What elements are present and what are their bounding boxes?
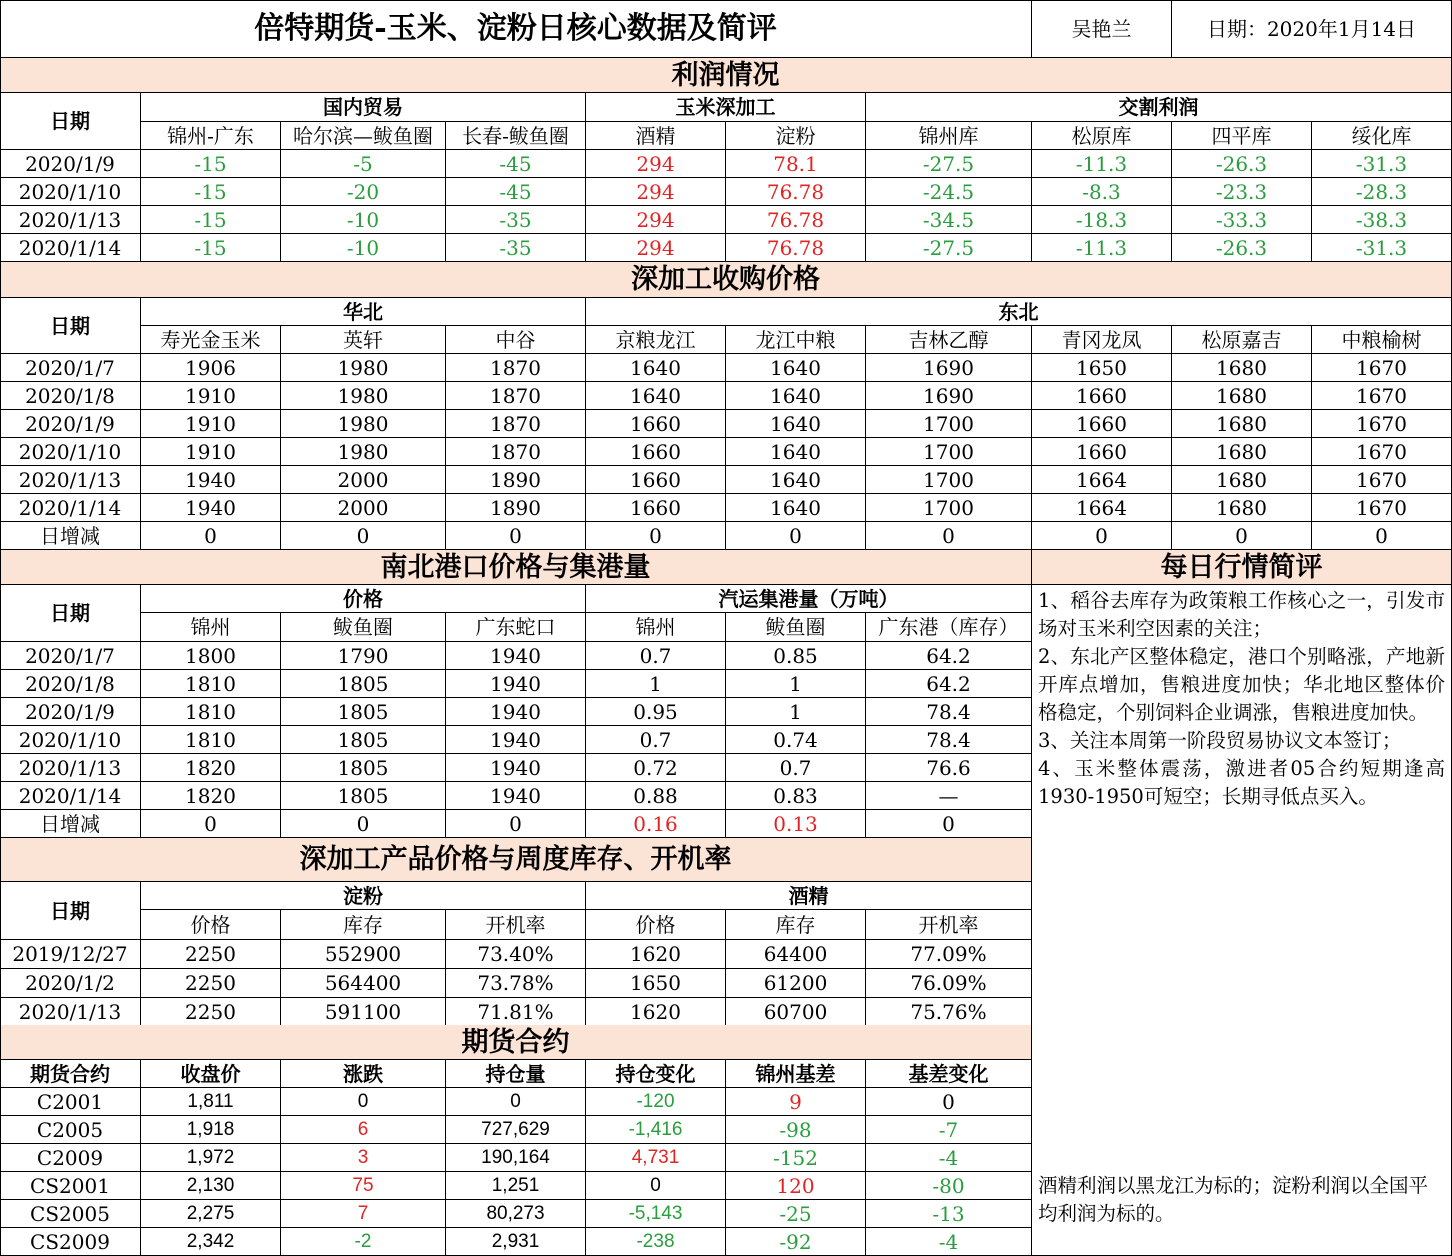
value-cell: 1640 — [726, 438, 866, 466]
contract-code: C2001 — [0, 1088, 141, 1116]
value-cell: 0.83 — [726, 782, 866, 810]
value-cell: -24.5 — [866, 178, 1032, 206]
value-cell: 1670 — [1312, 494, 1452, 522]
value-cell: 0.7 — [586, 642, 726, 670]
row-date: 2020/1/8 — [0, 670, 141, 698]
value-cell: 1660 — [1032, 410, 1172, 438]
value-cell: 1650 — [586, 969, 726, 998]
contract-code: CS2001 — [0, 1172, 141, 1200]
value-cell: 727,629 — [446, 1116, 586, 1144]
value-cell: 0 — [141, 522, 281, 550]
value-cell: -15 — [141, 178, 281, 206]
commentary-paragraph: 2、东北产区整体稳定，港口个别略涨，产地新开库点增加，售粮进度加快；华北地区整体价格稳定，个别饲料企业调涨，售粮进度加快。 — [1038, 645, 1445, 724]
column-header: 锦州-广东 — [141, 122, 281, 150]
section-title-products: 深加工产品价格与周度库存、开机率 — [0, 838, 1032, 882]
value-cell: 1805 — [281, 754, 446, 782]
value-cell: -15 — [141, 206, 281, 234]
value-cell: -15 — [141, 234, 281, 262]
row-date: 2020/1/10 — [0, 726, 141, 754]
value-cell: 73.78% — [446, 969, 586, 998]
row-date: 2020/1/8 — [0, 382, 141, 410]
value-cell: 1810 — [141, 726, 281, 754]
value-cell: 2,275 — [141, 1200, 281, 1228]
value-cell: -27.5 — [866, 150, 1032, 178]
futures-column-header: 基差变化 — [866, 1060, 1032, 1088]
author-name: 吴艳兰 — [1032, 0, 1172, 58]
value-cell: -28.3 — [1312, 178, 1452, 206]
column-header: 松原嘉吉 — [1172, 326, 1312, 354]
date-column-header: 日期 — [0, 882, 141, 940]
value-cell: 1940 — [141, 466, 281, 494]
value-cell: 1690 — [866, 382, 1032, 410]
date-column-header: 日期 — [0, 585, 141, 642]
value-cell: 2,342 — [141, 1228, 281, 1256]
column-header: 酒精 — [586, 122, 726, 150]
row-date: 2020/1/10 — [0, 178, 141, 206]
commentary-paragraph: 3、关注本周第一阶段贸易协议文本签订； — [1038, 729, 1402, 752]
value-cell: -25 — [726, 1200, 866, 1228]
value-cell: 1940 — [446, 698, 586, 726]
row-date: 2020/1/13 — [0, 206, 141, 234]
row-date: 日增减 — [0, 522, 141, 550]
row-date: 2020/1/14 — [0, 782, 141, 810]
value-cell: 1680 — [1172, 382, 1312, 410]
value-cell: -45 — [446, 178, 586, 206]
value-cell: -13 — [866, 1200, 1032, 1228]
value-cell: 1,811 — [141, 1088, 281, 1116]
value-cell: 294 — [586, 234, 726, 262]
value-cell: 71.81% — [446, 998, 586, 1027]
value-cell: 1680 — [1172, 466, 1312, 494]
column-header: 价格 — [586, 910, 726, 940]
column-header: 长春-鲅鱼圈 — [446, 122, 586, 150]
value-cell: 0 — [866, 1088, 1032, 1116]
value-cell: -4 — [866, 1228, 1032, 1256]
row-date: 2020/1/10 — [0, 438, 141, 466]
futures-column-header: 涨跌 — [281, 1060, 446, 1088]
value-cell: 0.7 — [586, 726, 726, 754]
section-title-commentary: 每日行情简评 — [1032, 550, 1452, 585]
date-column-header: 日期 — [0, 298, 141, 354]
value-cell: 1940 — [446, 754, 586, 782]
value-cell: 1940 — [446, 642, 586, 670]
value-cell: 1810 — [141, 670, 281, 698]
column-header: 开机率 — [866, 910, 1032, 940]
value-cell: 2250 — [141, 998, 281, 1027]
value-cell: 1670 — [1312, 466, 1452, 494]
value-cell: -1,416 — [586, 1116, 726, 1144]
contract-code: C2005 — [0, 1116, 141, 1144]
value-cell: 60700 — [726, 998, 866, 1027]
value-cell: 1664 — [1032, 494, 1172, 522]
value-cell: 294 — [586, 206, 726, 234]
value-cell: 1670 — [1312, 438, 1452, 466]
value-cell: 1805 — [281, 782, 446, 810]
column-header: 中谷 — [446, 326, 586, 354]
value-cell: 1700 — [866, 466, 1032, 494]
row-date: 2020/1/7 — [0, 642, 141, 670]
column-header: 哈尔滨—鲅鱼圈 — [281, 122, 446, 150]
row-date: 2020/1/14 — [0, 494, 141, 522]
value-cell: 0 — [446, 1088, 586, 1116]
value-cell: 1670 — [1312, 410, 1452, 438]
value-cell: -11.3 — [1032, 234, 1172, 262]
value-cell: 1980 — [281, 382, 446, 410]
row-date: 2020/1/7 — [0, 354, 141, 382]
value-cell: -92 — [726, 1228, 866, 1256]
value-cell: -4 — [866, 1144, 1032, 1172]
value-cell: 1660 — [586, 494, 726, 522]
value-cell: 7 — [281, 1200, 446, 1228]
column-header: 鲅鱼圈 — [726, 613, 866, 642]
value-cell: 1820 — [141, 754, 281, 782]
value-cell: 0.85 — [726, 642, 866, 670]
value-cell: 1910 — [141, 438, 281, 466]
value-cell: -26.3 — [1172, 234, 1312, 262]
value-cell: 1620 — [586, 940, 726, 969]
value-cell: -20 — [281, 178, 446, 206]
value-cell: -45 — [446, 150, 586, 178]
value-cell: 0 — [281, 522, 446, 550]
column-header: 库存 — [281, 910, 446, 940]
column-header: 寿光金玉米 — [141, 326, 281, 354]
value-cell: 1640 — [586, 382, 726, 410]
group-header-north-china: 华北 — [141, 298, 586, 326]
group-header-port-volume: 汽运集港量（万吨） — [586, 585, 1032, 613]
column-header: 广东港（库存） — [866, 613, 1032, 642]
value-cell: 78.4 — [866, 698, 1032, 726]
group-header-deep-processing: 玉米深加工 — [586, 93, 866, 122]
value-cell: 1820 — [141, 782, 281, 810]
value-cell: 1690 — [866, 354, 1032, 382]
row-date: 2020/1/2 — [0, 969, 141, 998]
value-cell: 1910 — [141, 382, 281, 410]
column-header: 青冈龙凤 — [1032, 326, 1172, 354]
column-header: 鲅鱼圈 — [281, 613, 446, 642]
value-cell: 1 — [726, 670, 866, 698]
value-cell: 1790 — [281, 642, 446, 670]
value-cell: 294 — [586, 178, 726, 206]
column-header: 锦州 — [141, 613, 281, 642]
report-date: 日期：2020年1月14日 — [1172, 0, 1452, 58]
value-cell: 294 — [586, 150, 726, 178]
value-cell: 0.88 — [586, 782, 726, 810]
futures-column-header: 收盘价 — [141, 1060, 281, 1088]
value-cell: 75.76% — [866, 998, 1032, 1027]
value-cell: 120 — [726, 1172, 866, 1200]
value-cell: 2,130 — [141, 1172, 281, 1200]
commentary-paragraph: 4、玉米整体震荡，激进者05合约短期逢高1930-1950可短空；长期寻低点买入。 — [1038, 757, 1445, 808]
value-cell: 1940 — [446, 726, 586, 754]
value-cell: 0.72 — [586, 754, 726, 782]
value-cell: 76.6 — [866, 754, 1032, 782]
value-cell: 3 — [281, 1144, 446, 1172]
value-cell: 1680 — [1172, 410, 1312, 438]
value-cell: 0 — [281, 810, 446, 838]
column-header: 广东蛇口 — [446, 613, 586, 642]
value-cell: 1800 — [141, 642, 281, 670]
value-cell: 1640 — [726, 410, 866, 438]
column-header: 库存 — [726, 910, 866, 940]
group-header-domestic-trade: 国内贸易 — [141, 93, 586, 122]
value-cell: -152 — [726, 1144, 866, 1172]
value-cell: -15 — [141, 150, 281, 178]
value-cell: 61200 — [726, 969, 866, 998]
row-date: 2020/1/9 — [0, 410, 141, 438]
row-date: 日增减 — [0, 810, 141, 838]
value-cell: 1 — [726, 698, 866, 726]
value-cell: 0 — [726, 522, 866, 550]
value-cell: 2000 — [281, 466, 446, 494]
value-cell: 564400 — [281, 969, 446, 998]
value-cell: 0 — [866, 810, 1032, 838]
value-cell: 1660 — [586, 438, 726, 466]
value-cell: 1 — [586, 670, 726, 698]
value-cell: 1640 — [726, 466, 866, 494]
value-cell: 0.74 — [726, 726, 866, 754]
value-cell: 76.78 — [726, 234, 866, 262]
date-column-header: 日期 — [0, 93, 141, 150]
column-header: 中粮榆树 — [1312, 326, 1452, 354]
row-date: 2020/1/14 — [0, 234, 141, 262]
row-date: 2020/1/9 — [0, 698, 141, 726]
value-cell: 0 — [866, 522, 1032, 550]
futures-column-header: 持仓量 — [446, 1060, 586, 1088]
row-date: 2020/1/13 — [0, 754, 141, 782]
value-cell: 1680 — [1172, 438, 1312, 466]
value-cell: 1700 — [866, 410, 1032, 438]
row-date: 2019/12/27 — [0, 940, 141, 969]
value-cell: 1906 — [141, 354, 281, 382]
value-cell: 1870 — [446, 382, 586, 410]
value-cell: 76.78 — [726, 178, 866, 206]
value-cell: 0 — [281, 1088, 446, 1116]
section-title-purchase: 深加工收购价格 — [0, 262, 1452, 298]
value-cell: 1640 — [726, 494, 866, 522]
value-cell: 1700 — [866, 494, 1032, 522]
value-cell: 0.13 — [726, 810, 866, 838]
value-cell: 0 — [141, 810, 281, 838]
value-cell: 2250 — [141, 940, 281, 969]
value-cell: -35 — [446, 206, 586, 234]
value-cell: 4,731 — [586, 1144, 726, 1172]
value-cell: 0.95 — [586, 698, 726, 726]
value-cell: 1640 — [586, 354, 726, 382]
group-header-alcohol: 酒精 — [586, 882, 1032, 910]
value-cell: 0 — [446, 522, 586, 550]
value-cell: 0.16 — [586, 810, 726, 838]
value-cell: 1870 — [446, 354, 586, 382]
value-cell: 1940 — [446, 670, 586, 698]
value-cell: 1700 — [866, 438, 1032, 466]
commentary-text — [1032, 585, 1452, 1172]
commentary-paragraph: 1、稻谷去库存为政策粮工作核心之一，引发市场对玉米利空因素的关注； — [1038, 589, 1445, 640]
value-cell: 76.78 — [726, 206, 866, 234]
value-cell: 1680 — [1172, 494, 1312, 522]
column-header: 锦州 — [586, 613, 726, 642]
value-cell: 1980 — [281, 410, 446, 438]
value-cell: -31.3 — [1312, 234, 1452, 262]
value-cell: -26.3 — [1172, 150, 1312, 178]
value-cell: 1620 — [586, 998, 726, 1027]
value-cell: 1660 — [586, 466, 726, 494]
value-cell: -18.3 — [1032, 206, 1172, 234]
value-cell: 0.7 — [726, 754, 866, 782]
value-cell: 0 — [1032, 522, 1172, 550]
value-cell: 1805 — [281, 670, 446, 698]
contract-code: CS2009 — [0, 1228, 141, 1256]
column-header: 吉林乙醇 — [866, 326, 1032, 354]
section-title-port: 南北港口价格与集港量 — [0, 550, 1032, 585]
value-cell: -5,143 — [586, 1200, 726, 1228]
column-header: 绥化库 — [1312, 122, 1452, 150]
value-cell: -8.3 — [1032, 178, 1172, 206]
value-cell: -23.3 — [1172, 178, 1312, 206]
value-cell: 0 — [446, 810, 586, 838]
column-header: 英轩 — [281, 326, 446, 354]
value-cell: -10 — [281, 234, 446, 262]
value-cell: -2 — [281, 1228, 446, 1256]
value-cell: 1980 — [281, 354, 446, 382]
value-cell: 1664 — [1032, 466, 1172, 494]
value-cell: 1805 — [281, 726, 446, 754]
value-cell: 64.2 — [866, 670, 1032, 698]
value-cell: 1870 — [446, 438, 586, 466]
contract-code: C2009 — [0, 1144, 141, 1172]
value-cell: 0 — [1172, 522, 1312, 550]
value-cell: 1640 — [726, 354, 866, 382]
value-cell: 1890 — [446, 494, 586, 522]
value-cell: 1,972 — [141, 1144, 281, 1172]
value-cell: 1940 — [141, 494, 281, 522]
value-cell: -120 — [586, 1088, 726, 1116]
group-header-starch: 淀粉 — [141, 882, 586, 910]
value-cell: 6 — [281, 1116, 446, 1144]
value-cell: 2,931 — [446, 1228, 586, 1256]
value-cell: -35 — [446, 234, 586, 262]
value-cell: 1680 — [1172, 354, 1312, 382]
value-cell: 591100 — [281, 998, 446, 1027]
section-title-profit: 利润情况 — [0, 58, 1452, 93]
value-cell: 1,251 — [446, 1172, 586, 1200]
value-cell: 77.09% — [866, 940, 1032, 969]
value-cell: 1940 — [446, 782, 586, 810]
column-header: 四平库 — [1172, 122, 1312, 150]
row-date: 2020/1/13 — [0, 998, 141, 1027]
group-header-price: 价格 — [141, 585, 586, 613]
value-cell: 1650 — [1032, 354, 1172, 382]
group-header-northeast: 东北 — [586, 298, 1452, 326]
value-cell: 80,273 — [446, 1200, 586, 1228]
value-cell: 1660 — [1032, 382, 1172, 410]
column-header: 锦州库 — [866, 122, 1032, 150]
value-cell: -7 — [866, 1116, 1032, 1144]
value-cell: 64400 — [726, 940, 866, 969]
value-cell: 75 — [281, 1172, 446, 1200]
value-cell: 1890 — [446, 466, 586, 494]
value-cell: 9 — [726, 1088, 866, 1116]
value-cell: 2250 — [141, 969, 281, 998]
value-cell: -27.5 — [866, 234, 1032, 262]
value-cell: -80 — [866, 1172, 1032, 1200]
value-cell: -33.3 — [1172, 206, 1312, 234]
row-date: 2020/1/9 — [0, 150, 141, 178]
futures-column-header: 期货合约 — [0, 1060, 141, 1088]
value-cell: — — [866, 782, 1032, 810]
value-cell: 73.40% — [446, 940, 586, 969]
value-cell: -5 — [281, 150, 446, 178]
column-header: 龙江中粮 — [726, 326, 866, 354]
value-cell: 552900 — [281, 940, 446, 969]
contract-code: CS2005 — [0, 1200, 141, 1228]
value-cell: -38.3 — [1312, 206, 1452, 234]
value-cell: -238 — [586, 1228, 726, 1256]
value-cell: 1980 — [281, 438, 446, 466]
value-cell: -10 — [281, 206, 446, 234]
value-cell: -98 — [726, 1116, 866, 1144]
value-cell: 1660 — [586, 410, 726, 438]
value-cell: 1,918 — [141, 1116, 281, 1144]
value-cell: 1870 — [446, 410, 586, 438]
value-cell: 1640 — [726, 382, 866, 410]
column-header: 京粮龙江 — [586, 326, 726, 354]
value-cell: 0 — [586, 1172, 726, 1200]
column-header: 开机率 — [446, 910, 586, 940]
group-header-delivery-profit: 交割利润 — [866, 93, 1452, 122]
value-cell: -34.5 — [866, 206, 1032, 234]
futures-column-header: 持仓变化 — [586, 1060, 726, 1088]
row-date: 2020/1/13 — [0, 466, 141, 494]
value-cell: 1670 — [1312, 382, 1452, 410]
value-cell: 78.1 — [726, 150, 866, 178]
value-cell: 1910 — [141, 410, 281, 438]
column-header: 淀粉 — [726, 122, 866, 150]
value-cell: 2000 — [281, 494, 446, 522]
futures-column-header: 锦州基差 — [726, 1060, 866, 1088]
column-header: 价格 — [141, 910, 281, 940]
value-cell: 1805 — [281, 698, 446, 726]
value-cell: 0 — [586, 522, 726, 550]
value-cell: 1670 — [1312, 354, 1452, 382]
page-title: 倍特期货-玉米、淀粉日核心数据及简评 — [0, 0, 1032, 58]
value-cell: 1660 — [1032, 438, 1172, 466]
value-cell: -31.3 — [1312, 150, 1452, 178]
value-cell: 76.09% — [866, 969, 1032, 998]
column-header: 松原库 — [1032, 122, 1172, 150]
value-cell: 0 — [1312, 522, 1452, 550]
value-cell: 190,164 — [446, 1144, 586, 1172]
value-cell: 64.2 — [866, 642, 1032, 670]
value-cell: 1810 — [141, 698, 281, 726]
value-cell: -11.3 — [1032, 150, 1172, 178]
value-cell: 78.4 — [866, 726, 1032, 754]
section-title-futures: 期货合约 — [0, 1025, 1032, 1060]
footnote: 酒精利润以黑龙江为标的；淀粉利润以全国平均利润为标的。 — [1032, 1172, 1452, 1256]
